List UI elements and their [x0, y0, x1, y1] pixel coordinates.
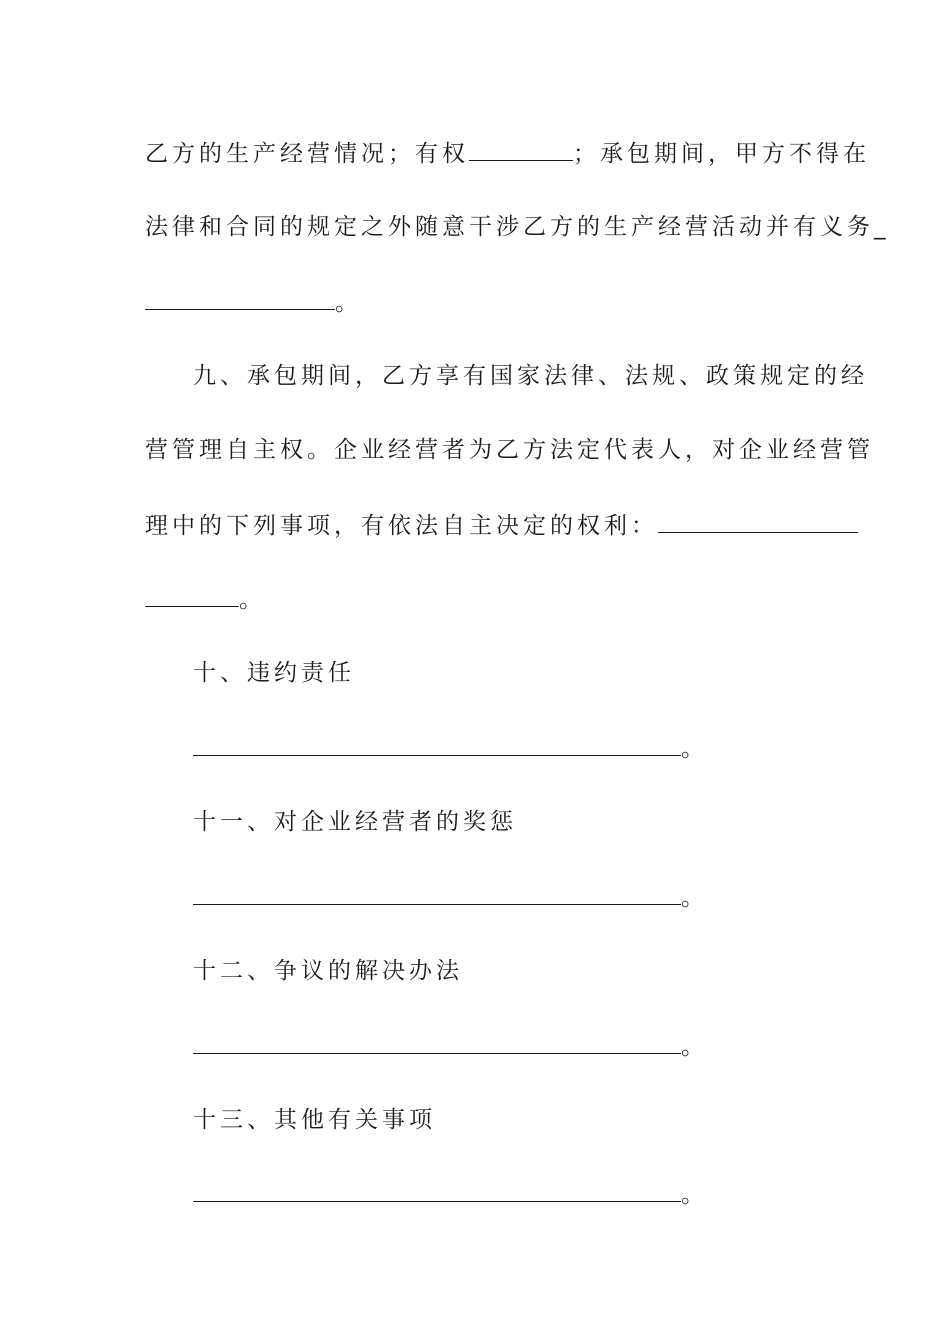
text: ；承包期间，甲方不得在 [573, 141, 870, 167]
section-heading [193, 807, 517, 837]
blank-field[interactable] [469, 138, 573, 161]
blank-field[interactable] [193, 733, 681, 756]
blank-field[interactable] [658, 510, 858, 533]
text: 九、承包期间，乙方享有国家法律、法规、政策规定的经 [193, 363, 868, 389]
text: 。 [239, 587, 266, 613]
paragraph-line [193, 733, 708, 764]
blank-field[interactable] [145, 584, 239, 607]
paragraph-line [145, 138, 870, 169]
text: 十、违约责任 [193, 660, 355, 686]
text: 。 [681, 885, 708, 911]
section-heading [193, 1105, 436, 1135]
section-heading [193, 658, 355, 688]
blank-field[interactable] [193, 1179, 681, 1202]
text: 。 [335, 290, 362, 316]
text: 。 [681, 1034, 708, 1060]
blank-field[interactable] [193, 1031, 681, 1054]
blank-field[interactable] [145, 287, 335, 310]
text: 理中的下列事项，有依法自主决定的权利： [145, 513, 658, 539]
paragraph-line [145, 584, 266, 615]
section-heading [193, 956, 463, 986]
text: 营管理自主权。企业经营者为乙方法定代表人，对企业经营管 [145, 437, 874, 463]
paragraph-line [193, 882, 708, 913]
text: 十三、其他有关事项 [193, 1107, 436, 1133]
text: 十一、对企业经营者的奖惩 [193, 809, 517, 835]
paragraph-line [145, 510, 858, 541]
blank-field[interactable] [193, 882, 681, 905]
paragraph-line [193, 1179, 708, 1210]
paragraph-line [145, 287, 362, 318]
text: _ [874, 214, 890, 240]
paragraph-line [193, 1031, 708, 1062]
text: 。 [681, 1182, 708, 1208]
text: 法律和合同的规定之外随意干涉乙方的生产经营活动并有义务 [145, 214, 874, 240]
text: 乙方的生产经营情况；有权 [145, 141, 469, 167]
paragraph-line [145, 435, 874, 465]
text: 十二、争议的解决办法 [193, 958, 463, 984]
section-heading [193, 361, 868, 391]
paragraph-line [145, 212, 890, 242]
text: 。 [681, 736, 708, 762]
